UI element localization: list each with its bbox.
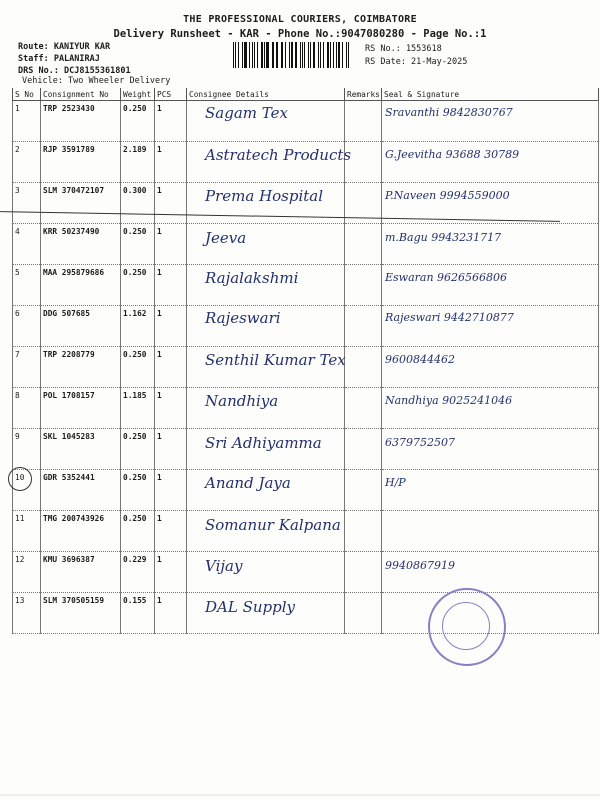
handwritten-consignee: Rajalakshmi <box>205 269 299 287</box>
barcode-bar <box>261 42 262 68</box>
table-row <box>13 265 599 306</box>
handwritten-signature: 9940867919 <box>385 559 455 572</box>
row-consignment-no: MAA 295879686 <box>41 265 121 306</box>
barcode-bar <box>336 42 337 68</box>
company-seal-stamp <box>428 588 506 666</box>
barcode-bar <box>264 42 265 68</box>
rs-number: RS No.: 1553618 <box>365 44 442 54</box>
row-seal-signature <box>382 429 599 470</box>
barcode-bar <box>272 42 273 68</box>
col-weight: Weight <box>121 88 155 101</box>
barcode-bar <box>320 42 321 68</box>
barcode-bar <box>346 42 347 68</box>
company-title: THE PROFESSIONAL COURIERS, COIMBATORE <box>183 14 417 25</box>
row-weight: 0.250 <box>121 429 155 470</box>
row-remarks <box>345 429 382 470</box>
handwritten-consignee: Prema Hospital <box>205 187 324 205</box>
table-row <box>13 552 599 593</box>
row-weight: 0.250 <box>121 224 155 265</box>
row-weight: 0.250 <box>121 347 155 388</box>
runsheet-subtitle: Delivery Runsheet - KAR - Phone No.:9047080280 - Page No.:1 <box>113 28 487 40</box>
col-pcs: PCS <box>155 88 187 101</box>
barcode-bar <box>252 42 253 68</box>
handwritten-signature: Eswaran 9626566806 <box>385 271 508 284</box>
row-weight: 1.162 <box>121 306 155 347</box>
row-remarks <box>345 306 382 347</box>
route-label: Route: KANIYUR KAR <box>18 42 111 52</box>
row-sno: 9 <box>13 429 41 470</box>
row-pcs: 1 <box>155 470 187 511</box>
barcode-bar <box>249 42 250 68</box>
row-pcs: 1 <box>155 142 187 183</box>
barcode-bar <box>282 42 283 68</box>
handwritten-signature: Sravanthi 9842830767 <box>385 106 513 119</box>
row-pcs: 1 <box>155 265 187 306</box>
barcode-bar <box>291 42 293 68</box>
barcode-bar <box>254 42 255 68</box>
barcode-bar <box>323 42 324 68</box>
row-10-circle-mark <box>8 467 32 491</box>
row-remarks <box>345 470 382 511</box>
row-weight: 2.189 <box>121 142 155 183</box>
barcode-bar <box>318 42 319 68</box>
barcode-bar <box>348 42 349 68</box>
vehicle-label: Vehicle: Two Wheeler Delivery <box>22 76 171 86</box>
drs-number: DRS No.: DCJ8155361801 <box>18 66 131 76</box>
row-consignment-no: SLM 370505159 <box>41 593 121 634</box>
handwritten-consignee: Senthil Kumar Tex <box>205 351 346 369</box>
row-remarks <box>345 511 382 552</box>
row-pcs: 1 <box>155 552 187 593</box>
row-seal-signature <box>382 470 599 511</box>
row-pcs: 1 <box>155 224 187 265</box>
row-consignment-no: KMU 3696387 <box>41 552 121 593</box>
row-consignment-no: TMG 200743926 <box>41 511 121 552</box>
row-consignment-no: POL 1708157 <box>41 388 121 429</box>
row-weight: 0.300 <box>121 183 155 224</box>
row-remarks <box>345 388 382 429</box>
handwritten-signature: P.Naveen 9994559000 <box>385 189 510 202</box>
row-pcs: 1 <box>155 593 187 634</box>
row-weight: 0.250 <box>121 265 155 306</box>
row-pcs: 1 <box>155 429 187 470</box>
row-consignment-no: TRP 2523430 <box>41 101 121 142</box>
barcode-bar <box>313 42 315 68</box>
col-remarks: Remarks <box>345 88 382 101</box>
handwritten-consignee: Nandhiya <box>205 392 279 410</box>
page-bottom-edge <box>0 794 600 796</box>
row-sno: 6 <box>13 306 41 347</box>
barcode-bar <box>304 42 305 68</box>
row-sno: 3 <box>13 183 41 224</box>
barcode-bar <box>289 42 290 68</box>
row-seal-signature <box>382 511 599 552</box>
row-weight: 1.185 <box>121 388 155 429</box>
barcode-bar <box>281 42 282 68</box>
handwritten-signature: Rajeswari 9442710877 <box>385 311 514 324</box>
row-weight: 0.250 <box>121 101 155 142</box>
barcode-bar <box>338 42 340 68</box>
handwritten-signature: G.Jeevitha 93688 30789 <box>385 148 520 161</box>
col-sno: S No <box>13 88 41 101</box>
row-remarks <box>345 593 382 634</box>
barcode-bar <box>276 42 277 68</box>
row-consignment-no: SKL 1045283 <box>41 429 121 470</box>
row-remarks <box>345 101 382 142</box>
rs-date: RS Date: 21-May-2025 <box>365 57 468 67</box>
row-weight: 0.250 <box>121 470 155 511</box>
row-sno: 2 <box>13 142 41 183</box>
barcode-bar <box>233 42 234 68</box>
barcode-bar <box>273 42 274 68</box>
barcode-bar <box>257 42 258 68</box>
barcode-image <box>233 42 351 68</box>
row-pcs: 1 <box>155 183 187 224</box>
barcode-bar <box>300 42 301 68</box>
row-consignment-no: KRR 50237490 <box>41 224 121 265</box>
barcode-bar <box>266 42 268 68</box>
handwritten-signature: Nandhiya 9025241046 <box>385 394 513 407</box>
handwritten-consignee: Sagam Tex <box>205 104 288 122</box>
staff-label: Staff: PALANIRAJ <box>18 54 100 64</box>
row-weight: 0.155 <box>121 593 155 634</box>
handwritten-consignee: Vijay <box>205 557 243 575</box>
col-consignee: Consignee Details <box>187 88 345 101</box>
row-consignment-no: DDG 507685 <box>41 306 121 347</box>
barcode-bar <box>302 42 303 68</box>
row-sno: 7 <box>13 347 41 388</box>
row-sno: 13 <box>13 593 41 634</box>
row-consignment-no: TRP 2208779 <box>41 347 121 388</box>
row-consignment-no: GDR 5352441 <box>41 470 121 511</box>
barcode-bar <box>308 42 309 68</box>
handwritten-signature: H/P <box>385 476 406 489</box>
barcode-bar <box>238 42 239 68</box>
handwritten-signature: 9600844462 <box>385 353 455 366</box>
barcode-bar <box>242 42 243 68</box>
handwritten-consignee: Astratech Products <box>205 146 352 164</box>
row-weight: 0.229 <box>121 552 155 593</box>
row-remarks <box>345 265 382 306</box>
barcode-bar <box>235 42 236 68</box>
row-sno: 4 <box>13 224 41 265</box>
row-consignment-no: SLM 370472107 <box>41 183 121 224</box>
row-pcs: 1 <box>155 306 187 347</box>
handwritten-signature: 6379752507 <box>385 436 455 449</box>
row-pcs: 1 <box>155 511 187 552</box>
barcode-bar <box>327 42 328 68</box>
table-row <box>13 470 599 511</box>
row-seal-signature <box>382 224 599 265</box>
row-remarks <box>345 552 382 593</box>
row-consignment-no: RJP 3591789 <box>41 142 121 183</box>
row-weight: 0.250 <box>121 511 155 552</box>
barcode-bar <box>342 42 343 68</box>
handwritten-consignee: Somanur Kalpana <box>205 516 341 534</box>
handwritten-consignee: DAL Supply <box>205 598 295 616</box>
barcode-bar <box>330 42 331 68</box>
row-sno: 12 <box>13 552 41 593</box>
row-seal-signature <box>382 552 599 593</box>
barcode-bar <box>285 42 286 68</box>
barcode-bar <box>295 42 296 68</box>
col-consignment: Consignment No <box>41 88 121 101</box>
row-sno: 10 <box>13 470 41 511</box>
table-header-row <box>13 88 599 101</box>
barcode-bar <box>310 42 311 68</box>
barcode-bar <box>244 42 246 68</box>
row-pcs: 1 <box>155 388 187 429</box>
handwritten-signature: m.Bagu 9943231717 <box>385 231 502 244</box>
row-remarks <box>345 224 382 265</box>
row-sno: 11 <box>13 511 41 552</box>
handwritten-consignee: Rajeswari <box>205 309 281 327</box>
row-remarks <box>345 347 382 388</box>
row-sno: 1 <box>13 101 41 142</box>
col-signature: Seal & Signature <box>382 88 599 101</box>
row-sno: 5 <box>13 265 41 306</box>
handwritten-consignee: Jeeva <box>205 229 247 247</box>
row-pcs: 1 <box>155 347 187 388</box>
handwritten-consignee: Sri Adhiyamma <box>205 434 322 452</box>
table-row <box>13 593 599 634</box>
row-pcs: 1 <box>155 101 187 142</box>
row-sno: 8 <box>13 388 41 429</box>
handwritten-consignee: Anand Jaya <box>205 474 291 492</box>
barcode-bar <box>333 42 334 68</box>
table-row <box>13 224 599 265</box>
